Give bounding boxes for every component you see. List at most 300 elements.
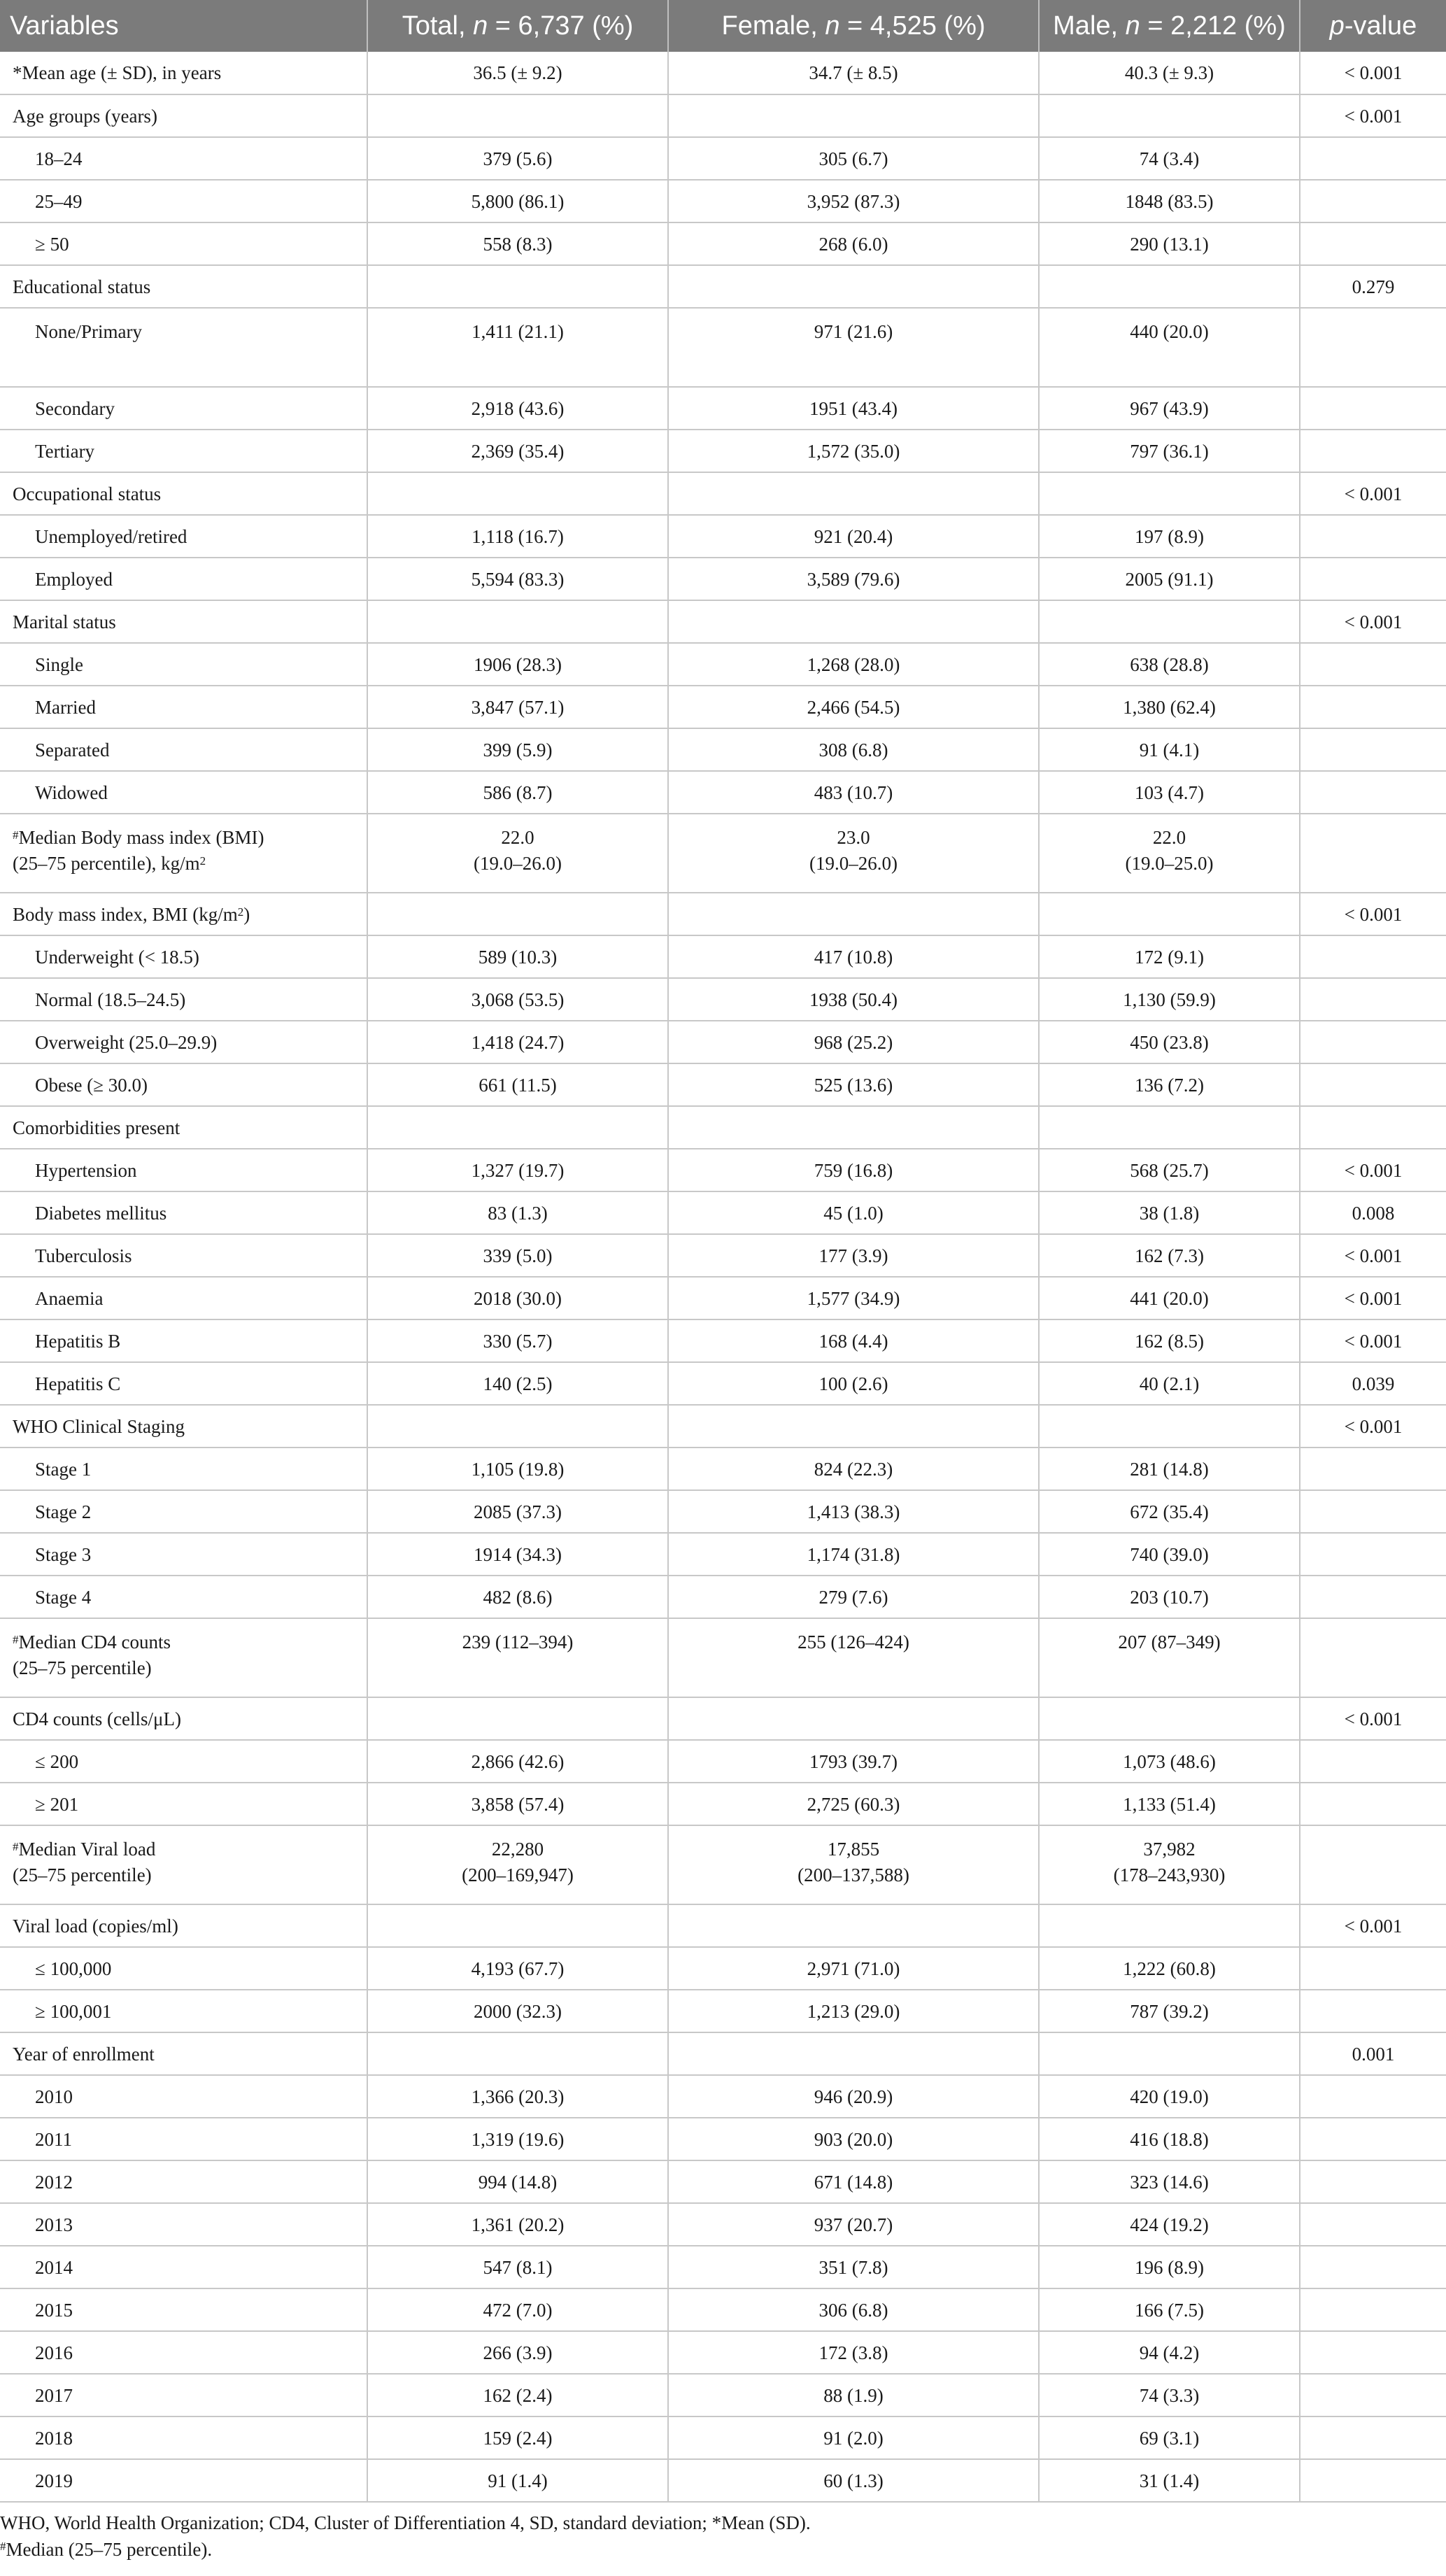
row-label: Stage 1 — [0, 1448, 367, 1490]
cell-male: 1,073 (48.6) — [1039, 1740, 1300, 1783]
cell-total: 1,319 (19.6) — [367, 2118, 668, 2160]
row-label: #Median Body mass index (BMI) (25–75 percentile), $kg/m^2$ — [0, 814, 367, 893]
table-row — [0, 2416, 1446, 2459]
row-label: Obese (≥ 30.0) — [0, 1063, 367, 1106]
cell-male — [1039, 1904, 1300, 1947]
table-row — [0, 558, 1446, 600]
cell-p-value — [1300, 1618, 1446, 1697]
cell-female: 1,174 (31.8) — [668, 1533, 1039, 1576]
cell-female: 168 (4.4) — [668, 1319, 1039, 1362]
table-row — [0, 2374, 1446, 2416]
cell-p-value — [1300, 1533, 1446, 1576]
table-row — [0, 1063, 1446, 1106]
cell-male: 38 (1.8) — [1039, 1191, 1300, 1234]
row-label: Unemployed/retired — [0, 515, 367, 558]
row-label: ≥ 50 — [0, 222, 367, 265]
cell-p-value — [1300, 1576, 1446, 1618]
cell-total: 159 (2.4) — [367, 2416, 668, 2459]
row-label: Viral load (copies/ml) — [0, 1904, 367, 1947]
cell-female: 1793 (39.7) — [668, 1740, 1039, 1783]
row-label: 2012 — [0, 2160, 367, 2203]
table-row — [0, 137, 1446, 180]
table-row — [0, 1825, 1446, 1904]
cell-male: 40 (2.1) — [1039, 1362, 1300, 1405]
cell-male: 740 (39.0) — [1039, 1533, 1300, 1576]
cell-total: 3,858 (57.4) — [367, 1783, 668, 1825]
cell-male: 1848 (83.5) — [1039, 180, 1300, 222]
cell-male: 94 (4.2) — [1039, 2331, 1300, 2374]
row-label: CD4 counts (cells/μL) — [0, 1697, 367, 1740]
row-label: None/Primary — [0, 308, 367, 387]
cell-male: 40.3 (± 9.3) — [1039, 52, 1300, 94]
cell-female — [668, 1697, 1039, 1740]
cell-p-value — [1300, 2374, 1446, 2416]
table-footnotes — [0, 2503, 1446, 2563]
cell-total: 558 (8.3) — [367, 222, 668, 265]
cell-male — [1039, 1405, 1300, 1448]
cell-male: 1,380 (62.4) — [1039, 686, 1300, 728]
header-p-value: p-value — [1329, 10, 1417, 41]
cell-total: 1,105 (19.8) — [367, 1448, 668, 1490]
table-row — [0, 2459, 1446, 2502]
cell-male: 203 (10.7) — [1039, 1576, 1300, 1618]
cell-p-value — [1300, 558, 1446, 600]
cell-male: 420 (19.0) — [1039, 2075, 1300, 2118]
cell-total: 83 (1.3) — [367, 1191, 668, 1234]
cell-female: 921 (20.4) — [668, 515, 1039, 558]
cell-male — [1039, 94, 1300, 137]
row-label: Educational status — [0, 265, 367, 308]
row-label: Body mass index, BMI $(kg/m^2)$ — [0, 893, 367, 935]
table-row — [0, 2118, 1446, 2160]
row-label: WHO Clinical Staging — [0, 1405, 367, 1448]
row-label: 2010 — [0, 2075, 367, 2118]
cell-male: 207 (87–349) — [1039, 1618, 1300, 1697]
cell-p-value — [1300, 686, 1446, 728]
table-row — [0, 2160, 1446, 2203]
cell-female: 525 (13.6) — [668, 1063, 1039, 1106]
cell-female: 2,971 (71.0) — [668, 1947, 1039, 1990]
cell-total: 22.0 (19.0–26.0) — [367, 814, 668, 893]
cell-total: 239 (112–394) — [367, 1618, 668, 1697]
cell-male: 103 (4.7) — [1039, 771, 1300, 814]
cell-female: 177 (3.9) — [668, 1234, 1039, 1277]
row-label: Secondary — [0, 387, 367, 430]
cell-female: 268 (6.0) — [668, 222, 1039, 265]
cell-male — [1039, 265, 1300, 308]
table-row — [0, 94, 1446, 137]
cell-p-value — [1300, 2118, 1446, 2160]
cell-p-value: < 0.001 — [1300, 1405, 1446, 1448]
cell-p-value — [1300, 387, 1446, 430]
row-label: 2018 — [0, 2416, 367, 2459]
footnote-median: #Median (25–75 percentile). — [0, 2539, 213, 2560]
table-row — [0, 1405, 1446, 1448]
cell-male: 416 (18.8) — [1039, 2118, 1300, 2160]
cell-p-value: < 0.001 — [1300, 1149, 1446, 1191]
cell-p-value — [1300, 1740, 1446, 1783]
row-label: Underweight (< 18.5) — [0, 935, 367, 978]
cell-total: 5,594 (83.3) — [367, 558, 668, 600]
cell-p-value — [1300, 978, 1446, 1021]
cell-p-value — [1300, 2331, 1446, 2374]
cell-total: 482 (8.6) — [367, 1576, 668, 1618]
table-row — [0, 1990, 1446, 2032]
cell-p-value — [1300, 2160, 1446, 2203]
table-row — [0, 308, 1446, 387]
table-row — [0, 978, 1446, 1021]
cell-p-value — [1300, 1448, 1446, 1490]
cell-total: 330 (5.7) — [367, 1319, 668, 1362]
cell-male: 1,133 (51.4) — [1039, 1783, 1300, 1825]
cell-total: 3,068 (53.5) — [367, 978, 668, 1021]
cell-female: 91 (2.0) — [668, 2416, 1039, 2459]
cell-total: 1,411 (21.1) — [367, 308, 668, 387]
row-label: Normal (18.5–24.5) — [0, 978, 367, 1021]
cell-total: 1,118 (16.7) — [367, 515, 668, 558]
cell-female: 417 (10.8) — [668, 935, 1039, 978]
cell-p-value — [1300, 2203, 1446, 2246]
row-label: Hepatitis B — [0, 1319, 367, 1362]
table-row — [0, 1783, 1446, 1825]
cell-total — [367, 472, 668, 515]
cell-total: 399 (5.9) — [367, 728, 668, 771]
row-label: Tertiary — [0, 430, 367, 472]
cell-p-value — [1300, 814, 1446, 893]
row-label: Married — [0, 686, 367, 728]
cell-total: 3,847 (57.1) — [367, 686, 668, 728]
table-row — [0, 2246, 1446, 2288]
cell-female: 2,466 (54.5) — [668, 686, 1039, 728]
cell-p-value — [1300, 1106, 1446, 1149]
row-label: *Mean age (± SD), in years — [0, 52, 367, 94]
cell-female: 671 (14.8) — [668, 2160, 1039, 2203]
cell-total: 140 (2.5) — [367, 1362, 668, 1405]
table-row — [0, 265, 1446, 308]
cell-female: 971 (21.6) — [668, 308, 1039, 387]
cell-male: 91 (4.1) — [1039, 728, 1300, 771]
cell-female: 172 (3.8) — [668, 2331, 1039, 2374]
table-row — [0, 1740, 1446, 1783]
cell-female: 306 (6.8) — [668, 2288, 1039, 2331]
cell-total: 1914 (34.3) — [367, 1533, 668, 1576]
cell-male — [1039, 600, 1300, 643]
table-row — [0, 1448, 1446, 1490]
cell-female — [668, 1405, 1039, 1448]
row-label: 2013 — [0, 2203, 367, 2246]
cell-female: 1,213 (29.0) — [668, 1990, 1039, 2032]
cell-male: 568 (25.7) — [1039, 1149, 1300, 1191]
cell-total — [367, 1405, 668, 1448]
cell-female: 1951 (43.4) — [668, 387, 1039, 430]
row-label: ≥ 100,001 — [0, 1990, 367, 2032]
table-row — [0, 1904, 1446, 1947]
cell-total: 589 (10.3) — [367, 935, 668, 978]
cell-p-value — [1300, 2246, 1446, 2288]
table-row — [0, 1533, 1446, 1576]
cell-female — [668, 2032, 1039, 2075]
row-label: Tuberculosis — [0, 1234, 367, 1277]
cell-total: 1,361 (20.2) — [367, 2203, 668, 2246]
cell-female: 279 (7.6) — [668, 1576, 1039, 1618]
cell-female — [668, 1904, 1039, 1947]
cell-male: 441 (20.0) — [1039, 1277, 1300, 1319]
cell-male — [1039, 893, 1300, 935]
cell-total: 36.5 (± 9.2) — [367, 52, 668, 94]
table-row — [0, 180, 1446, 222]
cell-p-value: < 0.001 — [1300, 472, 1446, 515]
cell-total: 2,369 (35.4) — [367, 430, 668, 472]
table-row — [0, 472, 1446, 515]
header-total: Total, n = 6,737 (%) — [367, 0, 668, 52]
table-row — [0, 771, 1446, 814]
cell-female — [668, 472, 1039, 515]
table-row — [0, 1947, 1446, 1990]
row-label: Marital status — [0, 600, 367, 643]
table-row — [0, 1106, 1446, 1149]
cell-p-value — [1300, 2075, 1446, 2118]
cell-female: 1,577 (34.9) — [668, 1277, 1039, 1319]
cell-total: 91 (1.4) — [367, 2459, 668, 2502]
cell-total: 162 (2.4) — [367, 2374, 668, 2416]
cell-p-value — [1300, 1825, 1446, 1904]
table-header-row — [0, 0, 1446, 52]
table-row — [0, 2288, 1446, 2331]
row-label: 18–24 — [0, 137, 367, 180]
cell-p-value — [1300, 1783, 1446, 1825]
cell-female: 45 (1.0) — [668, 1191, 1039, 1234]
cell-male: 787 (39.2) — [1039, 1990, 1300, 2032]
cell-total: 547 (8.1) — [367, 2246, 668, 2288]
cell-p-value — [1300, 515, 1446, 558]
row-label: Employed — [0, 558, 367, 600]
table-row — [0, 1319, 1446, 1362]
cell-p-value — [1300, 1063, 1446, 1106]
cell-female — [668, 94, 1039, 137]
cell-female: 759 (16.8) — [668, 1149, 1039, 1191]
cell-p-value: < 0.001 — [1300, 1904, 1446, 1947]
cell-male: 162 (8.5) — [1039, 1319, 1300, 1362]
table-row — [0, 1021, 1446, 1063]
footnote-abbreviations: WHO, World Health Organization; CD4, Cluster of Differentiation 4, SD, standard deviation; *Mean (SD). — [0, 2512, 811, 2533]
table-row — [0, 1490, 1446, 1533]
row-label: 2017 — [0, 2374, 367, 2416]
cell-p-value — [1300, 2416, 1446, 2459]
cell-female: 824 (22.3) — [668, 1448, 1039, 1490]
cell-female: 483 (10.7) — [668, 771, 1039, 814]
row-label: Single — [0, 643, 367, 686]
cell-p-value — [1300, 180, 1446, 222]
cell-male: 197 (8.9) — [1039, 515, 1300, 558]
cell-total: 661 (11.5) — [367, 1063, 668, 1106]
cell-p-value: 0.039 — [1300, 1362, 1446, 1405]
row-label: Year of enrollment — [0, 2032, 367, 2075]
cell-female: 3,952 (87.3) — [668, 180, 1039, 222]
row-label: #Median CD4 counts (25–75 percentile) — [0, 1618, 367, 1697]
row-label: Stage 3 — [0, 1533, 367, 1576]
table-row — [0, 728, 1446, 771]
cell-p-value — [1300, 222, 1446, 265]
table-row — [0, 643, 1446, 686]
cell-male — [1039, 1106, 1300, 1149]
table-row — [0, 430, 1446, 472]
cell-male: 166 (7.5) — [1039, 2288, 1300, 2331]
cell-total — [367, 265, 668, 308]
cell-p-value — [1300, 308, 1446, 387]
header-male: Male, n = 2,212 (%) — [1039, 0, 1300, 52]
cell-male: 967 (43.9) — [1039, 387, 1300, 430]
cell-total: 2,918 (43.6) — [367, 387, 668, 430]
cell-male: 74 (3.4) — [1039, 137, 1300, 180]
cell-total — [367, 1697, 668, 1740]
row-label: ≤ 200 — [0, 1740, 367, 1783]
table-row — [0, 52, 1446, 94]
cell-total: 266 (3.9) — [367, 2331, 668, 2374]
cell-female: 305 (6.7) — [668, 137, 1039, 180]
table-row — [0, 1362, 1446, 1405]
cell-p-value: < 0.001 — [1300, 1277, 1446, 1319]
cell-total: 22,280 (200–169,947) — [367, 1825, 668, 1904]
cell-p-value — [1300, 771, 1446, 814]
cell-total: 1,366 (20.3) — [367, 2075, 668, 2118]
table-row — [0, 1618, 1446, 1697]
cell-total: 472 (7.0) — [367, 2288, 668, 2331]
cell-female: 1938 (50.4) — [668, 978, 1039, 1021]
cell-p-value — [1300, 1947, 1446, 1990]
cell-female: 1,413 (38.3) — [668, 1490, 1039, 1533]
table-row — [0, 2203, 1446, 2246]
cell-p-value: < 0.001 — [1300, 94, 1446, 137]
row-label: Overweight (25.0–29.9) — [0, 1021, 367, 1063]
cell-p-value — [1300, 430, 1446, 472]
cell-p-value: < 0.001 — [1300, 52, 1446, 94]
cell-male — [1039, 1697, 1300, 1740]
cell-p-value — [1300, 2459, 1446, 2502]
cell-p-value: 0.279 — [1300, 265, 1446, 308]
cell-male — [1039, 472, 1300, 515]
cell-female: 17,855 (200–137,588) — [668, 1825, 1039, 1904]
cell-p-value: < 0.001 — [1300, 1697, 1446, 1740]
cell-p-value — [1300, 1990, 1446, 2032]
cell-male: 450 (23.8) — [1039, 1021, 1300, 1063]
cell-p-value — [1300, 643, 1446, 686]
row-label: 2016 — [0, 2331, 367, 2374]
cell-p-value: < 0.001 — [1300, 600, 1446, 643]
cell-total: 379 (5.6) — [367, 137, 668, 180]
cell-female: 88 (1.9) — [668, 2374, 1039, 2416]
cell-p-value — [1300, 2288, 1446, 2331]
cell-female: 100 (2.6) — [668, 1362, 1039, 1405]
row-label: 2019 — [0, 2459, 367, 2502]
cell-female: 1,268 (28.0) — [668, 643, 1039, 686]
cell-female: 3,589 (79.6) — [668, 558, 1039, 600]
cell-p-value — [1300, 728, 1446, 771]
cell-male: 281 (14.8) — [1039, 1448, 1300, 1490]
cell-total: 586 (8.7) — [367, 771, 668, 814]
cell-total: 2,866 (42.6) — [367, 1740, 668, 1783]
cell-male: 638 (28.8) — [1039, 643, 1300, 686]
row-label: Anaemia — [0, 1277, 367, 1319]
cell-female: 903 (20.0) — [668, 2118, 1039, 2160]
cell-total — [367, 2032, 668, 2075]
cell-female — [668, 265, 1039, 308]
table-row — [0, 2032, 1446, 2075]
table-row — [0, 2075, 1446, 2118]
cell-p-value: < 0.001 — [1300, 893, 1446, 935]
cell-total: 994 (14.8) — [367, 2160, 668, 2203]
cell-p-value: 0.001 — [1300, 2032, 1446, 2075]
cell-male: 1,130 (59.9) — [1039, 978, 1300, 1021]
cell-female: 946 (20.9) — [668, 2075, 1039, 2118]
cell-total: 1906 (28.3) — [367, 643, 668, 686]
cell-female: 34.7 (± 8.5) — [668, 52, 1039, 94]
table-row — [0, 1191, 1446, 1234]
cell-male: 424 (19.2) — [1039, 2203, 1300, 2246]
cell-total — [367, 600, 668, 643]
cell-female: 968 (25.2) — [668, 1021, 1039, 1063]
cell-female: 60 (1.3) — [668, 2459, 1039, 2502]
cell-total: 2000 (32.3) — [367, 1990, 668, 2032]
cell-male: 323 (14.6) — [1039, 2160, 1300, 2203]
cell-total — [367, 893, 668, 935]
cell-total: 4,193 (67.7) — [367, 1947, 668, 1990]
row-label: Separated — [0, 728, 367, 771]
row-label: 2015 — [0, 2288, 367, 2331]
row-label: Occupational status — [0, 472, 367, 515]
cell-female — [668, 600, 1039, 643]
cell-female — [668, 1106, 1039, 1149]
table-row — [0, 600, 1446, 643]
row-label: 2014 — [0, 2246, 367, 2288]
cell-female: 255 (126–424) — [668, 1618, 1039, 1697]
cell-p-value — [1300, 137, 1446, 180]
cell-female: 308 (6.8) — [668, 728, 1039, 771]
table-row — [0, 814, 1446, 893]
cell-male: 172 (9.1) — [1039, 935, 1300, 978]
table-row — [0, 2331, 1446, 2374]
cell-male: 162 (7.3) — [1039, 1234, 1300, 1277]
row-label: 25–49 — [0, 180, 367, 222]
cell-male: 1,222 (60.8) — [1039, 1947, 1300, 1990]
cell-male: 31 (1.4) — [1039, 2459, 1300, 2502]
cell-p-value — [1300, 935, 1446, 978]
table-row — [0, 686, 1446, 728]
header-variables: Variables — [0, 0, 367, 52]
cell-male — [1039, 2032, 1300, 2075]
row-label: Hepatitis C — [0, 1362, 367, 1405]
cell-total: 2085 (37.3) — [367, 1490, 668, 1533]
cell-male: 290 (13.1) — [1039, 222, 1300, 265]
cell-total: 1,418 (24.7) — [367, 1021, 668, 1063]
header-female: Female, n = 4,525 (%) — [668, 0, 1039, 52]
table-row — [0, 387, 1446, 430]
row-label: Stage 4 — [0, 1576, 367, 1618]
cell-total — [367, 94, 668, 137]
cell-male: 196 (8.9) — [1039, 2246, 1300, 2288]
row-label: 2011 — [0, 2118, 367, 2160]
cell-male: 440 (20.0) — [1039, 308, 1300, 387]
cell-female: 351 (7.8) — [668, 2246, 1039, 2288]
cell-total — [367, 1904, 668, 1947]
cell-female — [668, 893, 1039, 935]
table-row — [0, 893, 1446, 935]
row-label: #Median Viral load (25–75 percentile) — [0, 1825, 367, 1904]
row-label: Hypertension — [0, 1149, 367, 1191]
cell-total: 2018 (30.0) — [367, 1277, 668, 1319]
cell-p-value — [1300, 1021, 1446, 1063]
cell-female: 937 (20.7) — [668, 2203, 1039, 2246]
table-row — [0, 515, 1446, 558]
